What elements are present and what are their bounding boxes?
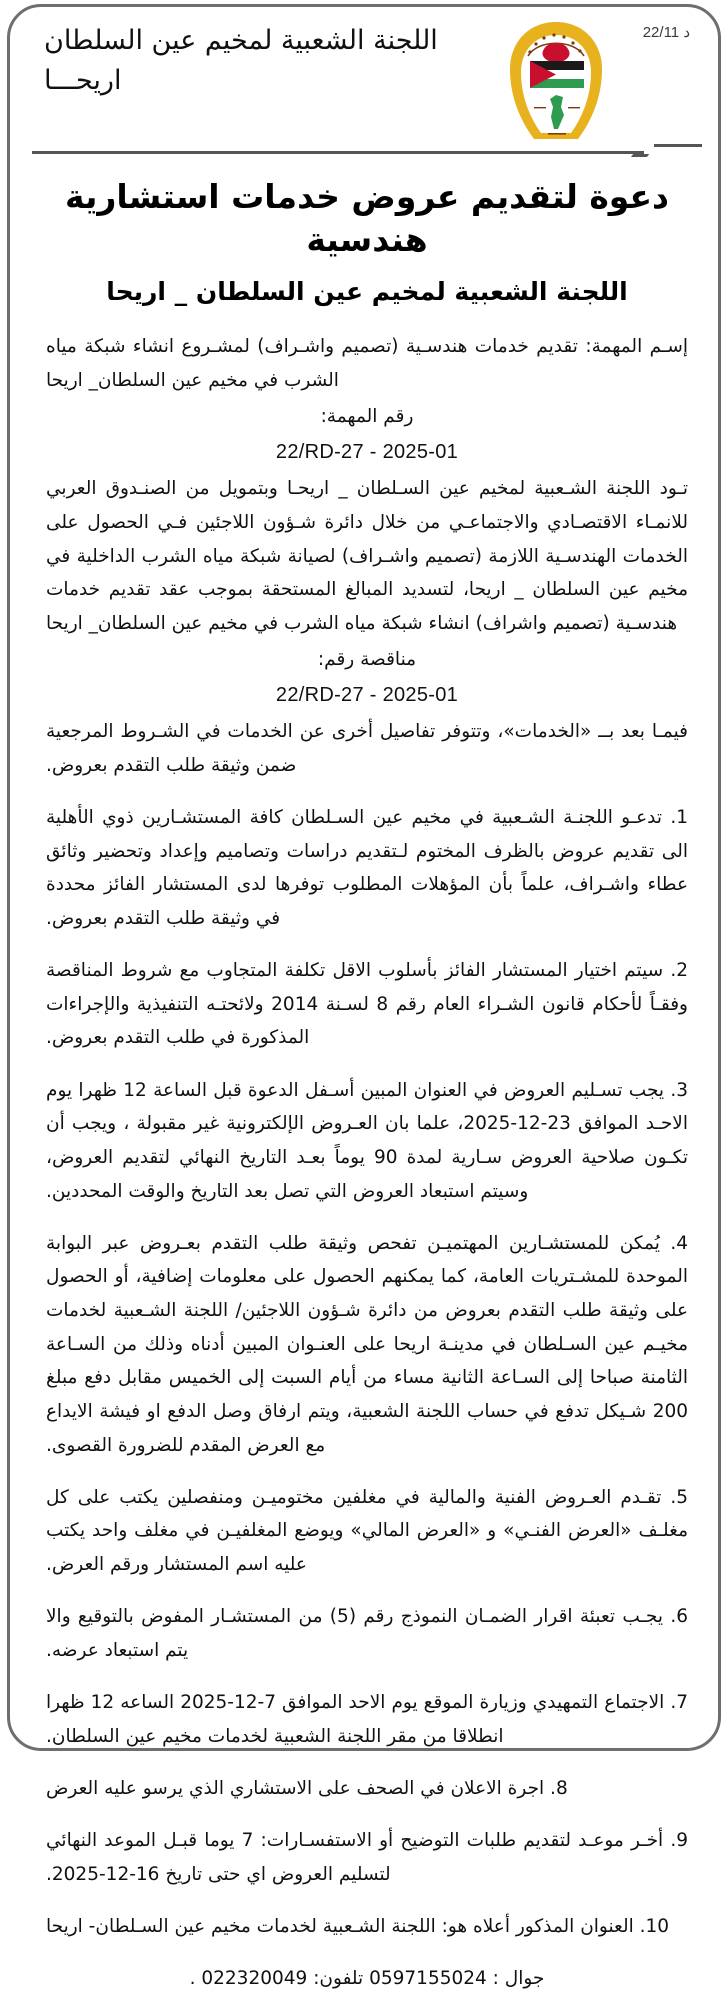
tender-number-label: مناقصة رقم: [317, 648, 417, 670]
assignment-number-value: 22/RD-27 - 2025-01 [275, 441, 459, 464]
clause-item: 1. تدعـو اللجنـة الشـعبية في مخيم عين السـلطان كافة المستشـارين ذوي الأهلية الى تقديم عروض بالظرف المختوم لـتقديم دراسات وتصاميم وإعداد وتحضير وثائق عطاء واشـراف، علماً بأن المؤهلات المطلوب توفرها لدى المستشار الفائز محددة في وثيقة طلب التقدم بعروض. [46, 807, 688, 929]
organization-name: اللجنة الشعبية لمخيم عين السلطان [44, 25, 438, 56]
intro-paragraph: تـود اللجنة الشـعبية لمخيم عين السـلطان _ اريحـا وبتمويل من الصنـدوق العربي للانمـاء الاقتصـادي والاجتماعـي من خلال دائرة شـؤون اللاجئين فـي الحصول على الخدمات الهندسـية اللازمة (تصميم واشـراف) لصيانة شبكة مياه الشرب الداخلية في مخيم عين السلطان _ اريحا، لتسديد المبالغ المستحقة بموجب عقد تقديم خدمات هندسـية (تصميم واشراف) انشاء شبكة مياه الشرب في مخيم عين السلطان_ اريحا [46, 478, 688, 634]
divider-short-segment [654, 144, 702, 147]
clause-item: 5. تقـدم العـروض الفنية والمالية في مغلفين مختوميـن ومنفصلين يكتب على كل مغلـف «العرض الفنـي» و «العرض المالي» ويوضع المغلفيـن في مغلف واحد يكتب عليه اسم المستشار ورقم العرض. [46, 1486, 688, 1576]
page-reference-label: 22/11 د [642, 24, 690, 41]
services-definition-paragraph: فيمـا بعد بــ «الخدمات»، وتتوفر تفاصيل أخرى عن الخدمات في الشـروط المرجعية ضمن وثيقة طلب التقدم بعروض. [46, 721, 688, 776]
announcement-subtitle: اللجنة الشعبية لمخيم عين السلطان _ اريحا [106, 276, 628, 306]
announcement-body [36, 330, 698, 1995]
clause-item: 4. يُمكن للمستشـارين المهتميـن تفحص وثيقة طلب التقدم بعـروض عبر البوابة الموحدة للمشـتريات العامة، كما يمكنهم الحصول على معلومات إضافية، أو الحصول على وثيقة طلب التقدم بعروض من دائرة شـؤون اللاجئين/ اللجنة الشـعبية لخدمات مخيـم عين السـلطان في مدينـة اريحا على العنـوان المبين أدناه وذلك من السـاعة الثامنة صباحا إلى السـاعة الثانية مساء من أيام السبت إلى الخميس مقابل دفع مبلغ 200 شـيكل تدفع في حساب اللجنة الشعبية، ويتم ارفاق وصل الدفع او فيشة الايداع مع العرض المقدم للضرورة القصوى. [46, 1232, 688, 1456]
popular-committee-emblem-icon [498, 19, 614, 141]
contact-line: جوال : 0597155024 تلفون: 022320049 . [189, 1968, 545, 1990]
announcement-title: دعوة لتقديم عروض خدمات استشارية هندسية [65, 177, 669, 259]
header-divider [32, 142, 702, 158]
clause-item: 2. سيتم اختيار المستشار الفائز بأسلوب الاقل تكلفة المتجاوب مع شروط المناقصة وفقـاً لأحكام قانون الشـراء العام رقم 8 لسـنة 2014 ولائحتـه التنفيذية والإجراءات المذكورة في طلب التقدم بعروض. [46, 960, 688, 1049]
organization-heading [44, 23, 488, 100]
clause-list [46, 801, 688, 1996]
clause-item: 10. العنوان المذكور أعلاه هو: اللجنة الشـعبية لخدمات مخيم عين السـلطان- اريحا [46, 1915, 670, 1937]
divider-long-segment [32, 151, 644, 154]
clause-item: 3. يجب تسـليم العروض في العنوان المبين أسـفل الدعوة قبل الساعة 12 ظهرا يوم الاحـد الموافق 23-12-2025، علما بان العـروض الإلكترونية غير مقبولة ، ويجب أن تكـون صلاحية العروض سـارية لمدة 90 يوماً بعـد التاريخ النهائي لتقديم العروض، وسيتم استبعاد العروض التي تصل بعد التاريخ والوقت المحددين. [46, 1079, 688, 1202]
organization-city: اريحـــا [44, 65, 122, 97]
advertisement-content [10, 7, 724, 1990]
assignment-number-label: رقم المهمة: [320, 405, 414, 427]
clause-item: 8. اجرة الاعلان في الصحف على الاستشاري الذي يرسو عليه العرض [46, 1777, 568, 1799]
masthead [36, 17, 698, 142]
clause-item: 7. الاجتماع التمهيدي وزيارة الموقع يوم الاحد الموافق 7-12-2025 الساعه 12 ظهرا انطلاقا من مقر اللجنة الشعبية لخدمات مخيم عين السلطان. [46, 1692, 688, 1747]
tender-number-value: 22/RD-27 - 2025-01 [275, 684, 459, 707]
advertisement-frame [7, 4, 721, 1990]
clause-item: 6. يجـب تعبئة اقرار الضمـان النموذج رقم (5) من المستشـار المفوض بالتوقيع والا يتم استبعاد عرضه. [46, 1606, 688, 1661]
assignment-name-paragraph: إسـم المهمة: تقديم خدمات هندسـية (تصميم واشـراف) لمشـروع انشاء شبكة مياه الشرب في مخيم عين السلطان_ اريحا [46, 336, 688, 391]
clause-item: 9. أخـر موعـد لتقديم طلبات التوضيح أو الاستفسـارات: 7 يوما قبـل الموعد النهائي لتسليم العروض اي حتى تاريخ 16-12-2025. [46, 1830, 688, 1885]
